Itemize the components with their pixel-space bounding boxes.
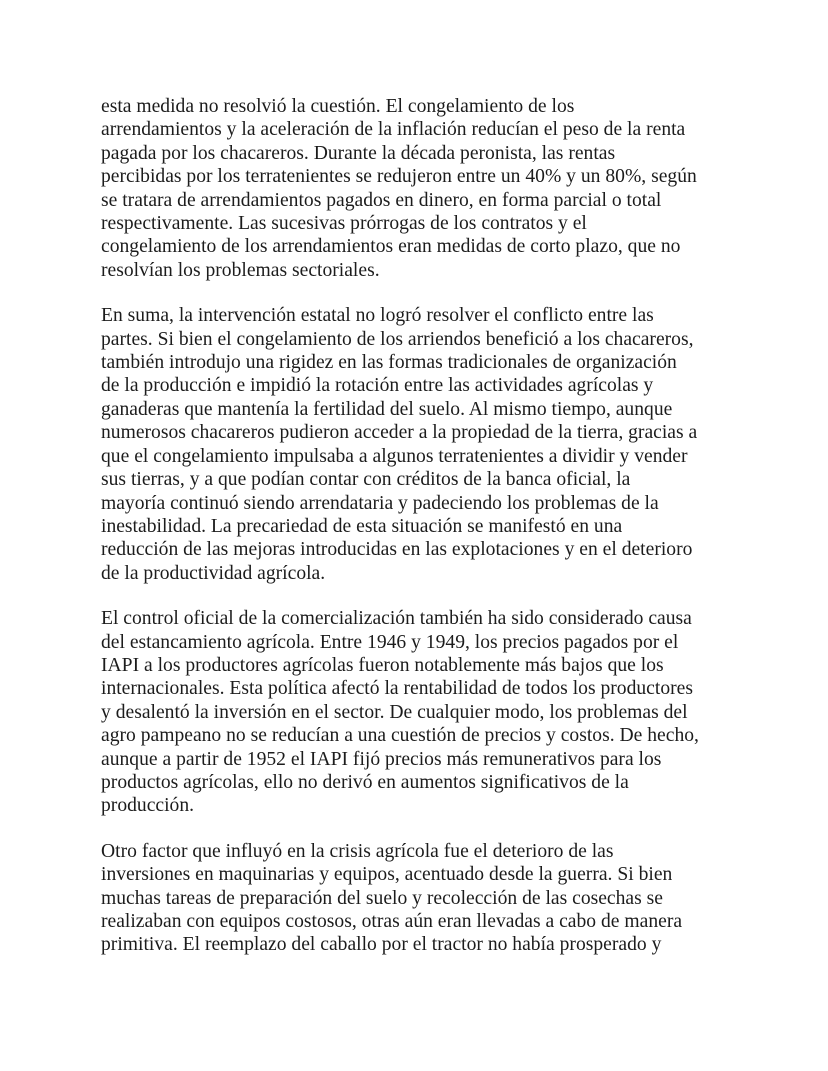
- text-line: congelamiento de los arrendamientos eran medidas de corto plazo, que no: [101, 236, 681, 258]
- text-line: agro pampeano no se reducían a una cuestión de precios y costos. De hecho,: [101, 725, 699, 747]
- text-line: ganaderas que mantenía la fertilidad del suelo. Al mismo tiempo, aunque: [101, 398, 673, 420]
- text-line: esta medida no resolvió la cuestión. El congelamiento de los: [101, 96, 575, 117]
- text-line: percibidas por los terratenientes se redujeron entre un 40% y un 80%, según: [101, 166, 697, 188]
- text-line: también introdujo una rigidez en las formas tradicionales de organización: [101, 352, 677, 374]
- text-line: inversiones en maquinarias y equipos, acentuado desde la guerra. Si bien: [101, 864, 673, 886]
- text-line: mayoría continuó siendo arrendataria y padeciendo los problemas de la: [101, 492, 659, 514]
- text-line: que el congelamiento impulsaba a algunos terratenientes a dividir y vender: [101, 445, 688, 467]
- text-line: muchas tareas de preparación del suelo y recolección de las cosechas se: [101, 887, 663, 909]
- page-text-block: [101, 95, 756, 979]
- paragraph-4: [101, 840, 756, 957]
- text-line: primitiva. El reemplazo del caballo por el tractor no había prosperado y: [101, 934, 662, 956]
- text-line: y desalentó la inversión en el sector. De cualquier modo, los problemas del: [101, 701, 688, 723]
- paragraph-2: [101, 304, 756, 585]
- text-line: realizaban con equipos costosos, otras aún eran llevadas a cabo de manera: [101, 911, 683, 932]
- text-line: En suma, la intervención estatal no logró resolver el conflicto entre las: [101, 305, 654, 327]
- text-line: Otro factor que influyó en la crisis agrícola fue el deterioro de las: [101, 840, 614, 862]
- text-line: reducción de las mejoras introducidas en las explotaciones y en el deterioro: [101, 539, 693, 561]
- text-line: pagada por los chacareros. Durante la década peronista, las rentas: [101, 142, 616, 164]
- text-line: aunque a partir de 1952 el IAPI fijó precios más remunerativos para los: [101, 748, 662, 770]
- text-line: del estancamiento agrícola. Entre 1946 y 1949, los precios pagados por el: [101, 631, 679, 653]
- text-line: arrendamientos y la aceleración de la inflación reducían el peso de la renta: [101, 119, 686, 141]
- text-line: producción.: [101, 795, 195, 817]
- text-line: internacionales. Esta política afectó la rentabilidad de todos los productores: [101, 678, 693, 700]
- text-line: respectivamente. Las sucesivas prórrogas de los contratos y el: [101, 213, 587, 235]
- paragraph-3: [101, 607, 756, 818]
- text-line: numerosos chacareros pudieron acceder a la propiedad de la tierra, gracias a: [101, 422, 698, 444]
- text-line: partes. Si bien el congelamiento de los arriendos benefició a los chacareros,: [101, 328, 694, 350]
- text-line: se tratara de arrendamientos pagados en dinero, en forma parcial o total: [101, 189, 662, 211]
- text-line: de la productividad agrícola.: [101, 562, 326, 584]
- text-line: productos agrícolas, ello no derivó en aumentos significativos de la: [101, 771, 629, 793]
- text-line: inestabilidad. La precariedad de esta situación se manifestó en una: [101, 515, 623, 537]
- paragraph-1: [101, 95, 756, 282]
- text-line: sus tierras, y a que podían contar con créditos de la banca oficial, la: [101, 469, 631, 491]
- text-line: El control oficial de la comercialización también ha sido considerado causa: [101, 608, 692, 630]
- text-line: IAPI a los productores agrícolas fueron notablemente más bajos que los: [101, 654, 664, 676]
- text-line: de la producción e impidió la rotación entre las actividades agrícolas y: [101, 375, 654, 397]
- text-line: resolvían los problemas sectoriales.: [101, 259, 380, 281]
